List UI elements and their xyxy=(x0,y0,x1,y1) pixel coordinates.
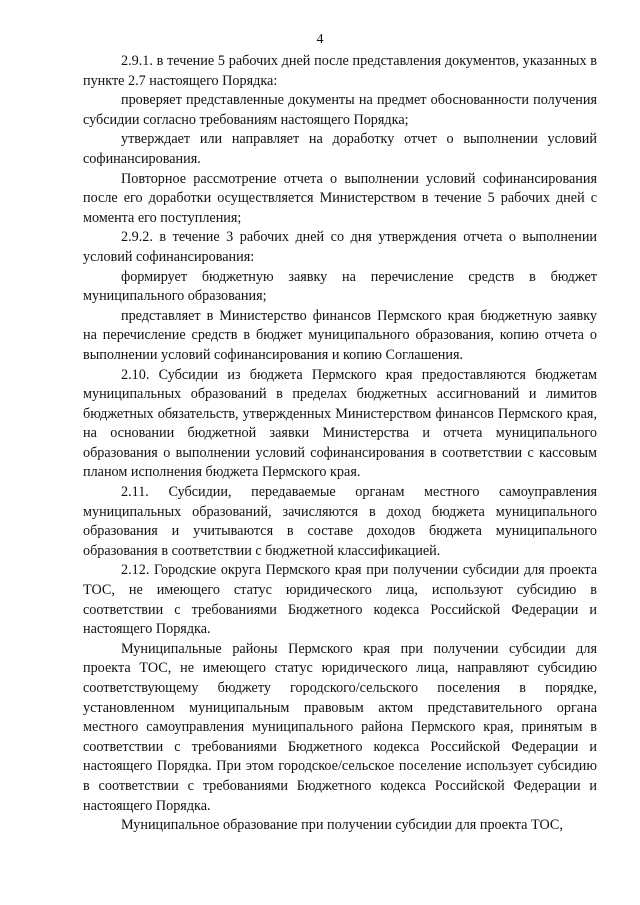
paragraph-approve-report: утверждает или направляет на доработку отчет о выполнении условий софинансирования. xyxy=(83,131,597,167)
paragraph-municipal-districts: Муниципальные районы Пермского края при получении субсидии для проекта ТОС, не имеющего статус юридического лица, направляют субсидию соответствующему бюджету городского/сельского поселения в порядке, установленном муниципальным правовым актом представительного органа местного самоуправления муниципального района Пермского края, принятым в соответствии с требованиями Бюджетного кодекса Российской Федерации и настоящего Порядка. При этом городское/сельское поселение использует субсидию в соответствии с требованиями Бюджетного кодекса Российской Федерации и настоящего Порядка. xyxy=(83,640,597,814)
paragraph-2-9-1: 2.9.1. в течение 5 рабочих дней после представления документов, указанных в пункте 2.7 настоящего Порядка: xyxy=(83,53,597,89)
paragraph-2-10: 2.10. Субсидии из бюджета Пермского края предоставляются бюджетам муниципальных образований в пределах бюджетных ассигнований и лимитов бюджетных обязательств, утвержденных Министерством финансов Пермского края, на основании бюджетной заявки Министерства и отчета муниципального образования о выполнении условий софинансирования в соответствии с кассовым планом исполнения бюджета Пермского края. xyxy=(83,366,597,481)
paragraph-check-documents: проверяет представленные документы на предмет обоснованности получения субсидии согласно требованиям настоящего Порядка; xyxy=(83,92,597,128)
page-number: 4 xyxy=(316,32,324,47)
paragraph-repeat-review: Повторное рассмотрение отчета о выполнении условий софинансирования после его доработки осуществляется Министерством в течение 5 рабочих дней с момента его поступления; xyxy=(83,170,597,226)
paragraph-municipal-formation: Муниципальное образование при получении субсидии для проекта ТОС, xyxy=(121,817,563,834)
paragraph-2-11: 2.11. Субсидии, передаваемые органам местного самоуправления муниципальных образований, зачисляются в доход бюджета муниципального образования и учитываются в составе доходов бюджета муниципального образования в соответствии с бюджетной классификацией. xyxy=(83,484,597,559)
document-body xyxy=(83,52,597,836)
paragraph-2-9-2: 2.9.2. в течение 3 рабочих дней со дня утверждения отчета о выполнении условий софинансирования: xyxy=(83,229,597,265)
paragraph-submit-to-ministry: представляет в Министерство финансов Пермского края бюджетную заявку на перечисление средств в бюджет муниципального образования, копию отчета о выполнении условий софинансирования и копию Соглашения. xyxy=(83,307,597,363)
paragraph-2-12: 2.12. Городские округа Пермского края при получении субсидии для проекта ТОС, не имеющего статус юридического лица, используют субсидию в соответствии с требованиями Бюджетного кодекса Российской Федерации и настоящего Порядка. xyxy=(83,562,597,638)
paragraph-budget-request: формирует бюджетную заявку на перечисление средств в бюджет муниципального образования; xyxy=(83,268,597,305)
